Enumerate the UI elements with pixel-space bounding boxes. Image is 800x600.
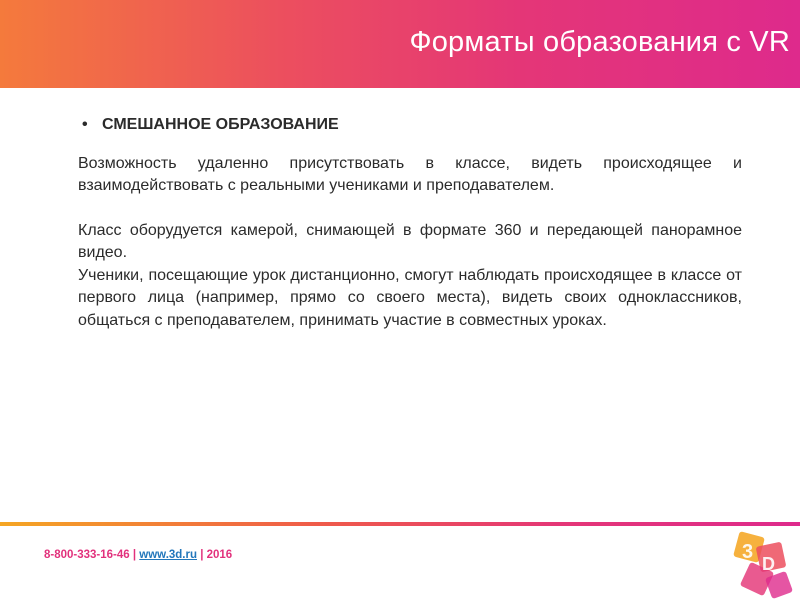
3d-ru-logo-icon (722, 528, 798, 600)
slide-content (78, 114, 742, 332)
slide-header (0, 0, 800, 88)
slide-title: Форматы образования с VR (409, 26, 790, 58)
bullet-icon: • (82, 116, 88, 133)
section-heading (82, 114, 742, 137)
footer-year: 2016 (206, 549, 233, 561)
paragraph-remote-presence: Возможность удаленно присутствовать в классе, видеть происходящее и взаимодействовать с реальными учениками и преподавателем. (78, 154, 742, 194)
footer-separator: | (197, 549, 207, 561)
svg-text:D: D (762, 554, 775, 574)
svg-text:3: 3 (742, 541, 754, 563)
footer-phone: 8-800-333-16-46 (44, 549, 130, 561)
paragraph-camera-360: Класс оборудуется камерой, снимающей в формате 360 и передающей панорамное видео. (78, 221, 742, 261)
footer-separator: | (129, 549, 140, 561)
footer-website-link[interactable]: www.3d.ru (139, 549, 198, 561)
paragraph-gap (78, 198, 742, 220)
section-heading-text: СМЕШАННОЕ ОБРАЗОВАНИЕ (102, 116, 339, 133)
footer-contacts (44, 549, 232, 561)
footer-divider (0, 522, 800, 526)
paragraph-remote-students: Ученики, посещающие урок дистанционно, смогут наблюдать происходящее в классе от первого лица (например, прямо со своего места), видеть своих одноклассников, общаться с преподавателем, принимать участие в совместных уроках. (78, 266, 742, 329)
